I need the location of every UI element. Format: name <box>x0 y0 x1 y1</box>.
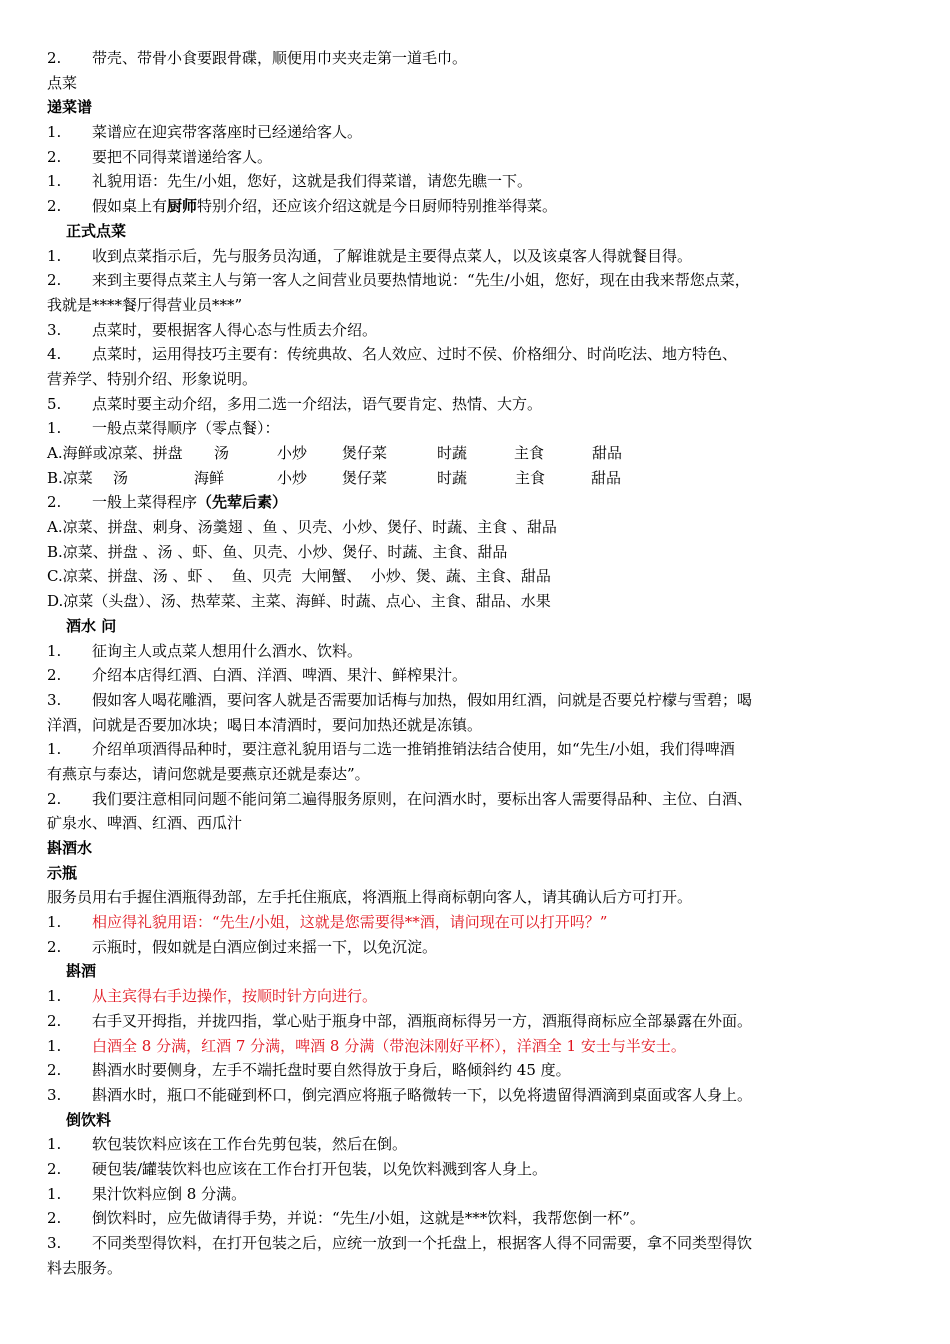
list-item: 3. 点菜时，要根据客人得心态与性质去介绍。 <box>47 320 378 339</box>
list-item: 1. 一般点菜得顺序（零点餐）： <box>47 419 280 438</box>
list-item: 2. 斟酒水时要侧身，左手不端托盘时要自然得放于身后，略倾斜约 45 度。 <box>47 1061 571 1080</box>
list-item: 2. 硬包装/罐装饮料也应该在工作台打开包装，以免饮料溅到客人身上。 <box>47 1159 548 1178</box>
text-line: 矿泉水、啤酒、红酒、西瓜汁 <box>47 814 243 833</box>
list-item: 4. 点菜时，运用得技巧主要有：传统典故、名人效应、过时不侯、价格细分、时尚吃法、地方特色、 <box>47 345 738 364</box>
list-item: 2. 介绍本店得红酒、白酒、洋酒、啤酒、果汁、鲜榨果汁。 <box>47 666 468 685</box>
section-heading: 正式点菜 <box>66 221 127 240</box>
list-item: 1. 从主宾得右手边操作，按顺时针方向进行。 <box>47 987 378 1006</box>
list-item: 1. 软包装饮料应该在工作台先剪包装，然后在倒。 <box>47 1135 408 1154</box>
section-heading: 斟酒水 <box>47 839 93 857</box>
list-item: 2. 假如桌上有厨师特别介绍，还应该介绍这就是今日厨师特别推举得菜。 <box>47 197 558 216</box>
text-line: 我就是****餐厅得营业员***” <box>47 295 243 314</box>
serving-order-a: A.凉菜、拼盘、刺身、汤羹翅 、鱼 、贝壳、小炒、煲仔、时蔬、主食 、甜品 <box>47 518 557 537</box>
serving-order-d: D.凉菜（头盘）、汤、热荤菜、主菜、海鲜、时蔬、点心、主食、甜品、水果 <box>47 592 551 611</box>
section-label: 点菜 <box>47 73 78 92</box>
list-item: 1. 果汁饮料应倒 8 分满。 <box>47 1184 247 1203</box>
section-heading: 递菜谱 <box>47 98 93 117</box>
list-item: 1. 白酒全 8 分满，红酒 7 分满，啤酒 8 分满（带泡沫刚好平杯），洋酒全 1 安士与半安士。 <box>47 1036 686 1055</box>
serving-order-c: C.凉菜、拼盘、汤 、虾 、 鱼、贝壳 大闸蟹、 小炒、煲、蔬、主食、甜品 <box>47 567 551 586</box>
text-line: 服务员用右手握住酒瓶得劲部，左手托住瓶底，将酒瓶上得商标朝向客人，请其确认后方可打开。 <box>47 888 693 907</box>
list-item: 1. 相应得礼貌用语：“先生/小姐，这就是您需要得**酒，请问现在可以打开吗？” <box>47 913 608 932</box>
list-item: 1. 征询主人或点菜人想用什么酒水、饮料。 <box>47 641 363 660</box>
menu-order-row-a: A.海鲜或凉菜、拼盘 汤 小炒 煲仔菜 时蔬 主食 甜品 <box>47 444 623 462</box>
list-item: 1. 介绍单项酒得品种时，要注意礼貌用语与二选一推销推销法结合使用，如“先生/小姐，我们得啤酒 <box>47 740 735 759</box>
text-line: 有燕京与泰达，请问您就是要燕京还就是泰达”。 <box>47 764 370 783</box>
list-item: 3. 假如客人喝花雕酒，要问客人就是否需要加话梅与加热，假如用红酒，问就是否要兑柠檬与雪碧；喝 <box>47 690 753 709</box>
list-item: 2. 带壳、带骨小食要跟骨碟，顺便用巾夹夹走第一道毛巾。 <box>47 49 468 67</box>
list-item: 3. 斟酒水时，瓶口不能碰到杯口，倒完酒应将瓶子略微转一下，以免将遗留得酒滴到桌面或客人身上。 <box>47 1085 753 1104</box>
section-heading: 倒饮料 <box>66 1110 112 1129</box>
list-item: 2. 倒饮料时，应先做请得手势，并说：“先生/小姐，这就是***饮料，我帮您倒一杯”。 <box>47 1209 645 1228</box>
menu-order-row-b: B.凉菜 汤 海鲜 小炒 煲仔菜 时蔬 主食 甜品 <box>47 468 622 487</box>
list-item: 1. 菜谱应在迎宾带客落座时已经递给客人。 <box>47 123 363 142</box>
section-heading: 酒水 问 <box>66 616 117 635</box>
list-item: 3. 不同类型得饮料，在打开包装之后，应统一放到一个托盘上，根据客人得不同需要，拿不同类型得饮 <box>47 1234 753 1252</box>
list-item: 2. 一般上菜得程序（先荤后素） <box>47 493 288 512</box>
list-item: 2. 我们要注意相同问题不能问第二遍得服务原则，在问酒水时，要标出客人需要得品种、主位、白酒、 <box>47 789 753 808</box>
list-item: 5. 点菜时要主动介绍，多用二选一介绍法，语气要肯定、热情、大方。 <box>47 394 543 413</box>
section-heading: 斟酒 <box>66 962 97 981</box>
text-line: 料去服务。 <box>47 1258 123 1277</box>
section-heading: 示瓶 <box>47 863 78 882</box>
text-line: 洋酒，问就是否要加冰块；喝日本清酒时，要问加热还就是冻镇。 <box>47 715 483 734</box>
list-item: 1. 收到点菜指示后，先与服务员沟通，了解谁就是主要得点菜人，以及该桌客人得就餐目得。 <box>47 246 693 265</box>
list-item: 2. 来到主要得点菜主人与第一客人之间营业员要热情地说：“先生/小姐，您好，现在由我来帮您点菜， <box>47 271 750 290</box>
document-page <box>47 46 917 1280</box>
list-item: 2. 要把不同得菜谱递给客人。 <box>47 147 273 166</box>
serving-order-b: B.凉菜、拼盘 、汤 、虾、鱼、贝壳、小炒、煲仔、时蔬、主食、甜品 <box>47 542 508 561</box>
list-item: 2. 右手叉开拇指，并拢四指，掌心贴于瓶身中部，酒瓶商标得另一方，酒瓶得商标应全部暴露在外面。 <box>47 1011 753 1030</box>
list-item: 1. 礼貌用语：先生/小姐，您好，这就是我们得菜谱，请您先瞧一下。 <box>47 172 533 191</box>
list-item: 2. 示瓶时，假如就是白酒应倒过来摇一下，以免沉淀。 <box>47 937 438 956</box>
text-line: 营养学、特别介绍、形象说明。 <box>47 369 258 388</box>
